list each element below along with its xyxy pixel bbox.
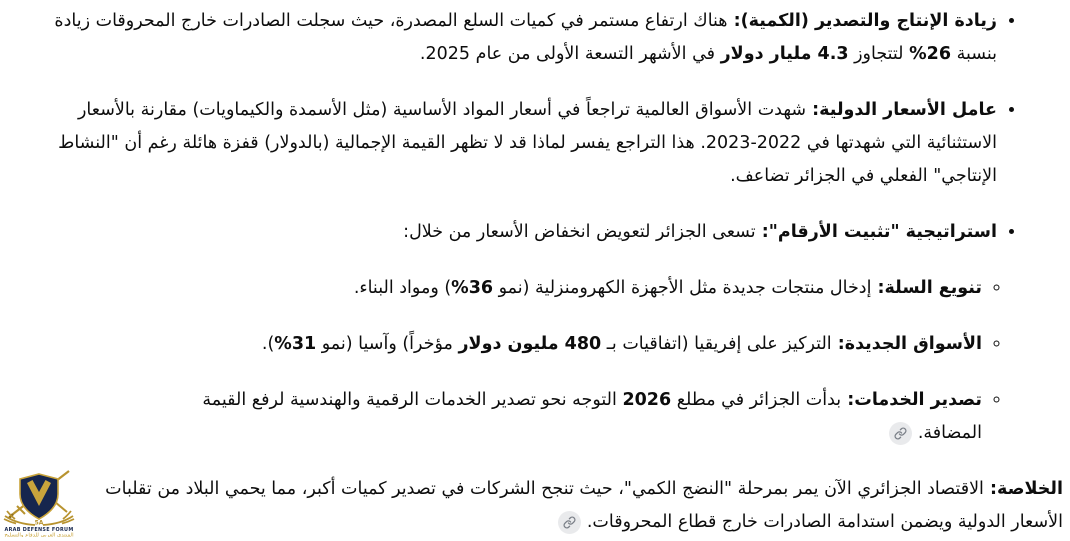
- rich-text: [105, 479, 1063, 532]
- emphasis-text: استراتيجية "تثبيت الأرقام":: [755, 222, 997, 242]
- body-text: بدأت الجزائر في مطلع: [671, 390, 842, 410]
- sub-bullet-list: [0, 272, 997, 450]
- conclusion-paragraph: [71, 473, 1063, 539]
- body-text: ) ومواد البناء.: [353, 278, 452, 298]
- body-text: هناك ارتفاع مستمر في كميات السلع المصدرة، حيث سجلت الصادرات خارج المحروقات زيادة بنسبة: [54, 11, 997, 64]
- emphasis-text: زيادة الإنتاج والتصدير (الكمية):: [727, 11, 997, 31]
- emphasis-text: تصدير الخدمات:: [841, 390, 982, 410]
- body-text: إدخال منتجات جديدة مثل الأجهزة الكهرومنزلية (نمو: [493, 278, 872, 298]
- logo-badge: 5A: [34, 519, 44, 527]
- sub-bullet-item-diversification: [0, 272, 982, 305]
- body-text: مؤخراً) وآسيا (نمو: [316, 334, 459, 354]
- emphasis-text: 36%: [451, 278, 494, 298]
- watermark-logo: [1, 464, 77, 537]
- emphasis-text: 2026: [622, 390, 672, 410]
- sub-bullet-text-diversification: [0, 272, 982, 305]
- bullet-text-international-prices: [47, 94, 997, 193]
- body-text: ).: [261, 334, 275, 354]
- bullet-text-export-quantity: [47, 5, 997, 71]
- rich-text: [202, 390, 982, 443]
- sub-bullet-item-services-export: [0, 384, 982, 450]
- bullet-item-international-prices: [0, 94, 997, 193]
- emphasis-text: تنويع السلة:: [871, 278, 982, 298]
- sub-bullet-text-new-markets: [0, 328, 982, 361]
- sub-bullet-text-services-export: [137, 384, 982, 450]
- body-text: شهدت الأسواق العالمية تراجعاً في أسعار المواد الأساسية (مثل الأسمدة والكيماويات) مقارنة بالأسعار الاستثنائية التي شهدتها في 2022-2023. هذا التراجع يفسر لماذا قد لا تظهر القيمة الإجمالية (بالدولار) قفزة هائلة رغم أن "النشاط الإنتاجي" الفعلي في الجزائر تضاعف.: [58, 100, 997, 186]
- shield-icon: [20, 474, 58, 519]
- emphasis-text: 26%: [909, 44, 951, 64]
- logo-title: ARAB DEFENSE FORUM: [4, 527, 74, 533]
- emphasis-text: الأسواق الجديدة:: [831, 334, 982, 354]
- emphasis-text: الخلاصة:: [983, 479, 1063, 499]
- citation-link-icon[interactable]: [889, 422, 912, 445]
- rich-text: [58, 100, 997, 186]
- rich-text: [54, 11, 997, 64]
- body-text: التوجه نحو تصدير الخدمات الرقمية والهندسية لرفع القيمة المضافة.: [202, 390, 982, 443]
- body-text: تسعى الجزائر لتعويض انخفاض الأسعار من خلال:: [403, 222, 756, 242]
- body-text: الاقتصاد الجزائري الآن يمر بمرحلة "النضج الكمي"، حيث تنجح الشركات في تصدير كميات أكبر، مما يحمي البلاد من تقلبات الأسعار الدولية ويضمن استدامة الصادرات خارج قطاع المحروقات.: [105, 479, 1063, 532]
- bullet-text-strategy: [0, 216, 997, 249]
- bullet-item-strategy: [0, 216, 997, 450]
- sub-bullet-item-new-markets: [0, 328, 982, 361]
- rich-text: [354, 278, 982, 298]
- citation-link-icon[interactable]: [558, 511, 581, 534]
- body-text: في الأشهر التسعة الأولى من عام 2025.: [419, 44, 721, 64]
- rich-text: [262, 334, 982, 354]
- emphasis-text: 4.3 مليار دولار: [720, 44, 849, 64]
- emphasis-text: 31%: [274, 334, 317, 354]
- emphasis-text: 480 مليون دولار: [458, 334, 602, 354]
- rich-text: [403, 222, 997, 242]
- body-text: لتتجاوز: [848, 44, 910, 64]
- bullet-item-export-quantity: [0, 5, 997, 71]
- body-text: التركيز على إفريقيا (اتفاقيات بـ: [601, 334, 832, 354]
- bullet-list: [0, 5, 1063, 450]
- emphasis-text: عامل الأسعار الدولية:: [806, 100, 997, 120]
- logo-subtitle: المنتدى العربي للدفاع والتسليح: [4, 532, 74, 537]
